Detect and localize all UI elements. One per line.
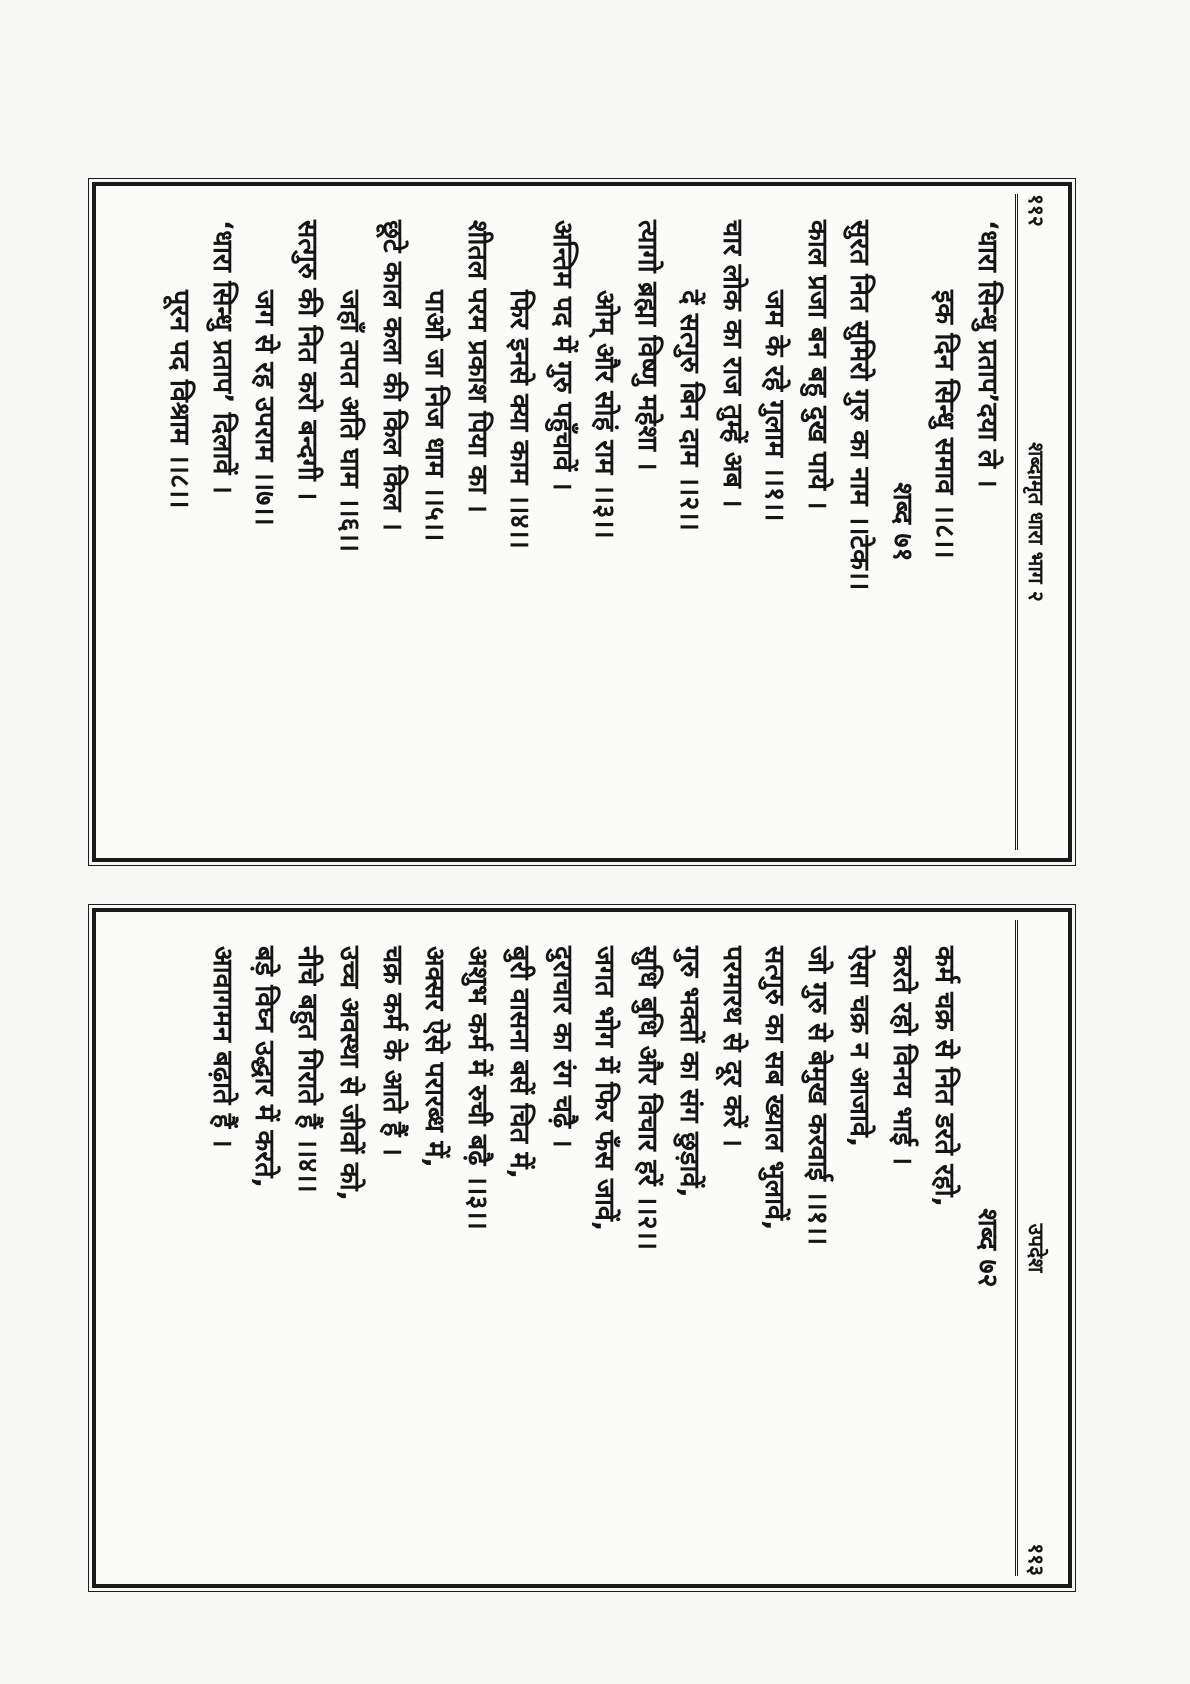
page-112	[92, 182, 1072, 862]
page-113	[92, 908, 1072, 1588]
verse-line: जगत भोग में फिर फँस जावें,	[589, 946, 621, 1232]
verse-line: अन्तिम पद में गुरु पहुँचावें ।	[547, 220, 578, 491]
verse-line: कर्म चक्र से नित डरते रहो,	[929, 946, 961, 1207]
verse-line: जो गुरु से बेमुख करवाई ।।१।।	[802, 946, 833, 1246]
verse-line: गुरु भक्तों का संग छुड़ावें,	[674, 946, 706, 1198]
running-head-title: शब्दामृत धारा भाग २	[1024, 442, 1048, 602]
verse-line: अक्सर ऐसे परारब्ध में,	[419, 946, 451, 1168]
page-113-content	[104, 920, 1060, 1576]
verse-line: फिर इनसे क्या काम ।।४।।	[504, 290, 536, 549]
hymn-heading: शब्द ७२	[972, 1208, 1003, 1288]
verse-line: सत्गुरु की नित करो बन्दगी ।	[292, 220, 323, 501]
verse-line: सुधि बुधि और विचार हरें ।।२।।	[632, 946, 663, 1251]
verse-line: सुरत नित सुमिरो गुरु का नाम ।।टेक।।	[844, 220, 876, 591]
verse-line: छूटे काल कला की किल किल ।	[377, 220, 408, 532]
verse-line: करते रहो विनय भाई ।	[887, 946, 918, 1166]
verse-line: परमारथ से दूर करें ।	[717, 946, 748, 1148]
verse-line: बड़े विघ्न उद्धार में करते,	[249, 946, 281, 1188]
verse-line: ‘धारा सिन्धु प्रताप’दया ले ।	[972, 220, 1003, 488]
hymn-heading: शब्द ७१	[887, 482, 918, 562]
page-112-content	[104, 194, 1060, 850]
verse-line: त्यागो ब्रह्मा विष्णु महेशा ।	[632, 220, 663, 471]
verse-line: सत्गुरु का सब ख्याल भुलावें,	[759, 946, 791, 1231]
running-header	[1015, 920, 1060, 1576]
verse-line: बुरी वासना बसें चित में,	[504, 946, 536, 1179]
verse-line: चार लोक का राज तुम्हें अब ।	[717, 220, 748, 508]
verse-line: जग से रह उपराम ।।७।।	[249, 290, 281, 526]
verse-line: इक दिन सिन्धु समाव ।।८।।	[929, 290, 961, 559]
verse-line: अशुभ कर्म में रुची बढ़ै ।।३।।	[462, 946, 493, 1230]
verse-line: जम के रहे गुलाम ।।१।।	[759, 290, 791, 522]
page-number: ११२	[1024, 194, 1048, 227]
verse-line: शीतल परम प्रकाश पिया का ।	[462, 220, 493, 513]
verse-line: जहाँ तपत अति घाम ।।६।।	[334, 290, 366, 553]
verse-line: चक्र कर्म के आते हैं ।	[377, 946, 408, 1157]
running-header	[1015, 194, 1060, 850]
verse-line: काल प्रजा बन बहु दुख पाये ।	[802, 220, 833, 510]
verse-line: ऐसा चक्र न आजावे,	[844, 946, 876, 1148]
verse-line: ओम् और सोहं राम ।।३।।	[589, 290, 621, 539]
verse-line: उच्च अवस्था से जीवों को,	[334, 946, 366, 1201]
verse-line: ‘धारा सिन्धु प्रताप’ दिलावें ।	[207, 220, 238, 495]
verse-line: पाओ जा निज धाम ।।५।।	[419, 290, 451, 542]
hymn-text	[124, 946, 1008, 1550]
running-head-title: उपदेश	[1024, 1223, 1048, 1273]
verse-line: दुराचार का रंग चढ़ै ।	[547, 946, 578, 1148]
hymn-text	[124, 220, 1008, 824]
verse-line: नीचे बहुत गिराते हैं ।।४।।	[292, 946, 323, 1193]
verse-line: दें सत्गुरु बिन दाम ।।२।।	[674, 290, 706, 531]
verse-line: आवागमन बढ़ाते हैं ।	[207, 946, 238, 1148]
page-number: ११३	[1024, 1543, 1048, 1576]
verse-line: पूरन पद विश्राम ।।८।।	[164, 290, 196, 509]
